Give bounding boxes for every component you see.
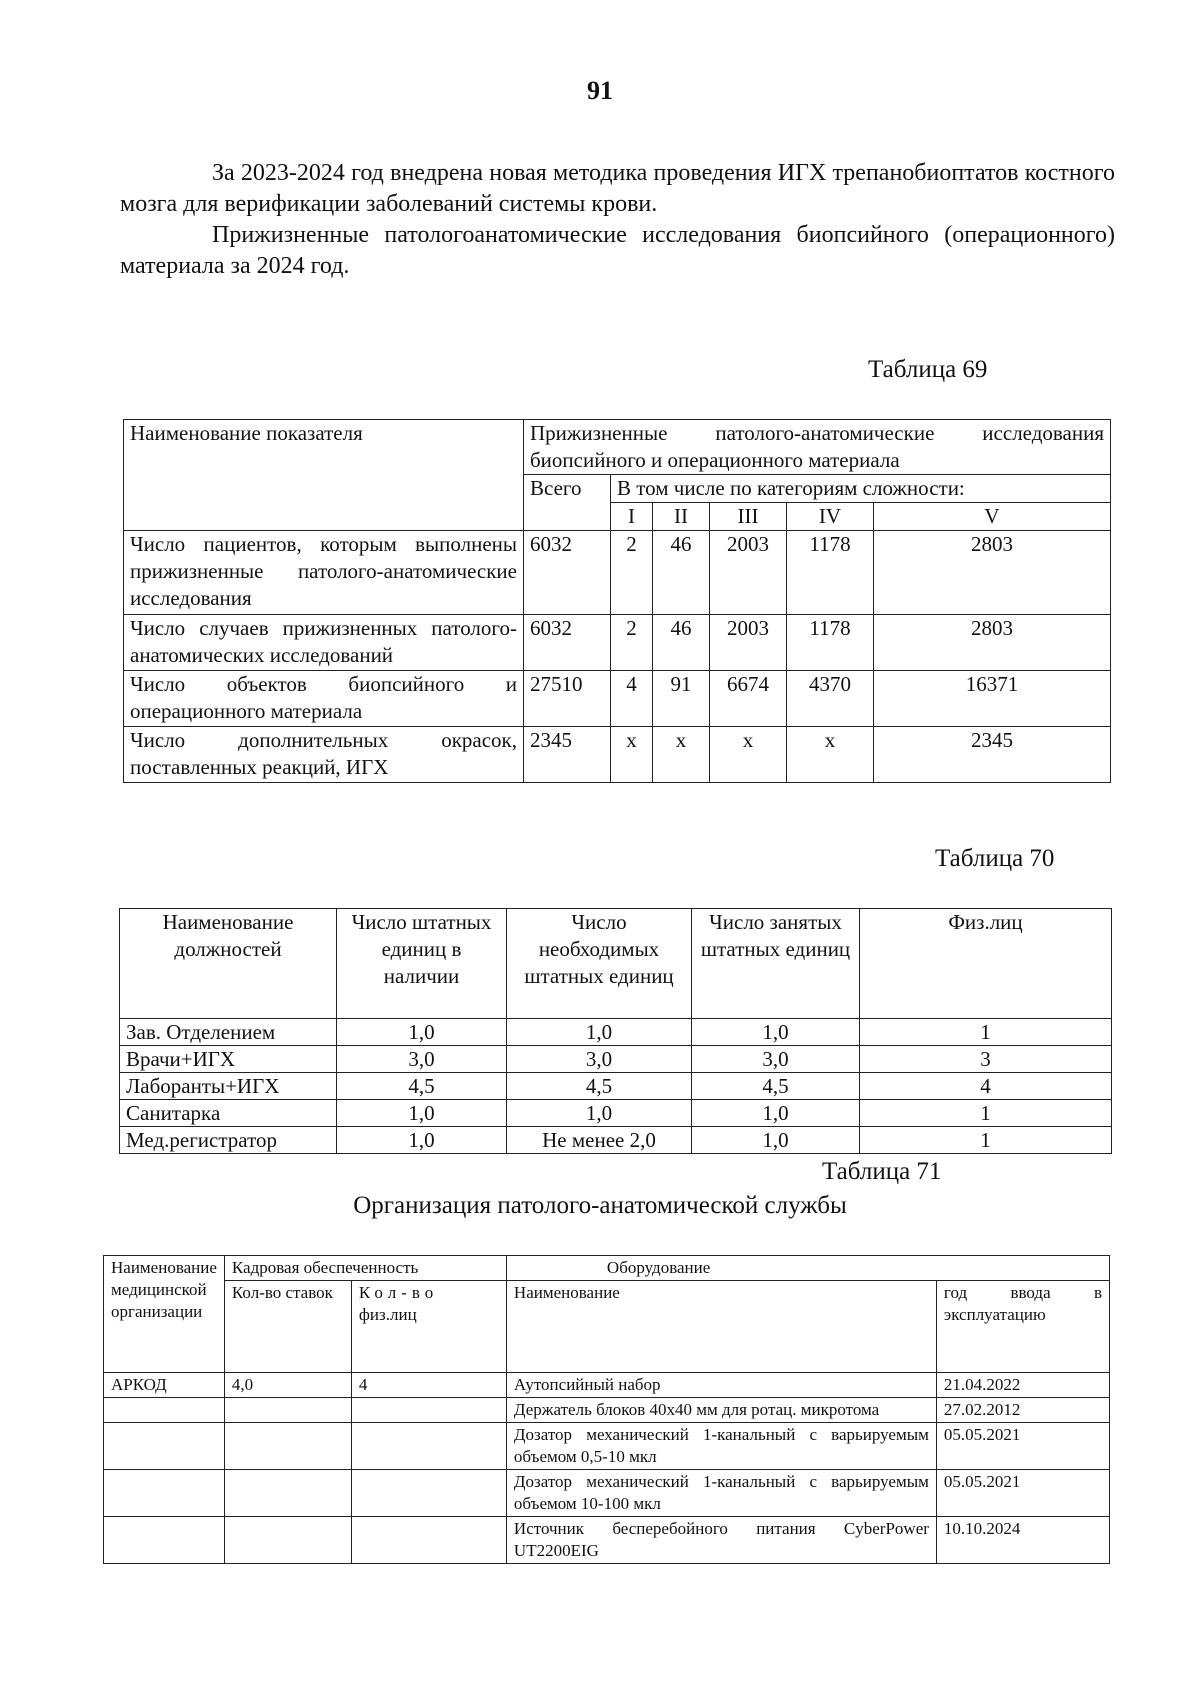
row-cat-4: 4370 [787, 671, 874, 727]
header-staffing: Кадровая обеспеченность [224, 1256, 506, 1281]
header-cat-1: I [611, 503, 653, 531]
table-row [124, 727, 1111, 783]
header-equipment-name: Наименование [506, 1281, 936, 1373]
header-org-name: Наименование медицинской организации [104, 1256, 225, 1373]
cell-required-units: 1,0 [507, 1100, 692, 1127]
cell-staff-units: 1,0 [337, 1100, 507, 1127]
header-cat-4: IV [787, 503, 874, 531]
cell-persons: 1 [860, 1019, 1112, 1046]
header-required-units: Число необходимых штатных единиц [507, 909, 692, 1019]
table-row [120, 1046, 1112, 1073]
cell-required-units: Не менее 2,0 [507, 1127, 692, 1154]
row-cat-2: 91 [653, 671, 710, 727]
table-71-title: Организация патолого-анатомической службы [353, 1192, 847, 1219]
cell-equipment: Дозатор механический 1-канальный с варьируемым объемом 0,5-10 мкл [506, 1423, 936, 1470]
row-cat-5: 16371 [874, 671, 1111, 727]
header-persons-count [351, 1281, 506, 1373]
row-name: Число объектов биопсийного и операционного материала [124, 671, 524, 727]
cell-persons [351, 1470, 506, 1517]
cell-persons: 4 [860, 1073, 1112, 1100]
cell-position: Зав. Отделением [120, 1019, 337, 1046]
table-row [124, 615, 1111, 671]
cell-rates [224, 1423, 351, 1470]
cell-rates [224, 1470, 351, 1517]
row-name: Число случаев прижизненных патолого-анатомических исследований [124, 615, 524, 671]
table-69 [123, 419, 1111, 783]
row-total: 2345 [524, 727, 611, 783]
header-cat-2: II [653, 503, 710, 531]
cell-staff-units: 1,0 [337, 1127, 507, 1154]
cell-equipment: Дозатор механический 1-канальный с варьируемым объемом 10-100 мкл [506, 1470, 936, 1517]
row-cat-4: x [787, 727, 874, 783]
row-cat-3: x [710, 727, 787, 783]
cell-rates [224, 1517, 351, 1564]
cell-org: АРКОД [104, 1373, 225, 1398]
table-row [120, 1019, 1112, 1046]
row-cat-1: 2 [611, 615, 653, 671]
cell-occupied-units: 1,0 [692, 1019, 860, 1046]
row-cat-1: 4 [611, 671, 653, 727]
row-total: 6032 [524, 615, 611, 671]
cell-staff-units: 1,0 [337, 1019, 507, 1046]
paragraph-biopsy-intro: Прижизненные патологоанатомические исследования биопсийного (операционного) материала за 2024 год. [120, 222, 1115, 279]
cell-occupied-units: 3,0 [692, 1046, 860, 1073]
cell-org [104, 1470, 225, 1517]
paragraph-igx-method: За 2023-2024 год внедрена новая методика проведения ИГХ трепанобиоптатов костного мозга для верификации заболеваний системы крови. [120, 160, 1115, 217]
cell-date: 10.10.2024 [936, 1517, 1109, 1564]
cell-org [104, 1423, 225, 1470]
header-occupied-units: Число занятых штатных единиц [692, 909, 860, 1019]
cell-position: Врачи+ИГХ [120, 1046, 337, 1073]
cell-occupied-units: 1,0 [692, 1127, 860, 1154]
cell-staff-units: 3,0 [337, 1046, 507, 1073]
table-70-caption: Таблица 70 [935, 845, 1055, 872]
row-cat-4: 1178 [787, 615, 874, 671]
row-cat-5: 2803 [874, 531, 1111, 615]
cell-date: 05.05.2021 [936, 1470, 1109, 1517]
row-total: 6032 [524, 531, 611, 615]
row-cat-2: x [653, 727, 710, 783]
cell-persons [351, 1398, 506, 1423]
table-row [124, 671, 1111, 727]
table-row [120, 1073, 1112, 1100]
row-cat-2: 46 [653, 615, 710, 671]
table-row [104, 1470, 1110, 1517]
table-row [120, 1127, 1112, 1154]
cell-rates: 4,0 [224, 1373, 351, 1398]
table-71-caption: Таблица 71 [822, 1158, 942, 1185]
table-row [104, 1398, 1110, 1423]
header-equipment: Оборудование [506, 1256, 1109, 1281]
table-row [104, 1517, 1110, 1564]
header-total: Всего [524, 475, 611, 531]
cell-date: 21.04.2022 [936, 1373, 1109, 1398]
header-rates-count: Кол-во ставок [224, 1281, 351, 1373]
cell-persons: 1 [860, 1100, 1112, 1127]
cell-date: 27.02.2012 [936, 1398, 1109, 1423]
cell-rates [224, 1398, 351, 1423]
table-row [124, 531, 1111, 615]
cell-persons: 4 [351, 1373, 506, 1398]
table-row [104, 1423, 1110, 1470]
cell-equipment: Аутопсийный набор [506, 1373, 936, 1398]
header-cat-5: V [874, 503, 1111, 531]
cell-org [104, 1398, 225, 1423]
table-70 [119, 908, 1112, 1154]
row-name: Число пациентов, которым выполнены прижизненные патолого-анатомические исследования [124, 531, 524, 615]
cell-org [104, 1517, 225, 1564]
header-persons: Физ.лиц [860, 909, 1112, 1019]
header-cat-3: III [710, 503, 787, 531]
table-row [104, 1373, 1110, 1398]
cell-occupied-units: 4,5 [692, 1073, 860, 1100]
persons-count-sub: физ.лиц [358, 1305, 417, 1324]
cell-date: 05.05.2021 [936, 1423, 1109, 1470]
cell-occupied-units: 1,0 [692, 1100, 860, 1127]
cell-required-units: 1,0 [507, 1019, 692, 1046]
row-cat-3: 2003 [710, 531, 787, 615]
cell-position: Лаборанты+ИГХ [120, 1073, 337, 1100]
row-name: Число дополнительных окрасок, поставленных реакций, ИГХ [124, 727, 524, 783]
cell-persons: 1 [860, 1127, 1112, 1154]
cell-position: Санитарка [120, 1100, 337, 1127]
table-row [120, 1100, 1112, 1127]
row-cat-2: 46 [653, 531, 710, 615]
cell-persons: 3 [860, 1046, 1112, 1073]
row-cat-3: 2003 [710, 615, 787, 671]
cell-position: Мед.регистратор [120, 1127, 337, 1154]
row-cat-1: 2 [611, 531, 653, 615]
cell-staff-units: 4,5 [337, 1073, 507, 1100]
cell-equipment: Источник бесперебойного питания CyberPower UT2200EIG [506, 1517, 936, 1564]
row-cat-3: 6674 [710, 671, 787, 727]
cell-required-units: 4,5 [507, 1073, 692, 1100]
table-71 [103, 1255, 1110, 1564]
row-cat-5: 2345 [874, 727, 1111, 783]
row-cat-4: 1178 [787, 531, 874, 615]
persons-count-label: Кол-во [358, 1283, 439, 1302]
header-commission-year: год ввода в эксплуатацию [936, 1281, 1109, 1373]
cell-equipment: Держатель блоков 40х40 мм для ротац. микротома [506, 1398, 936, 1423]
row-cat-5: 2803 [874, 615, 1111, 671]
header-indicator: Наименование показателя [124, 420, 524, 531]
header-position: Наименование должностей [120, 909, 337, 1019]
table-69-caption: Таблица 69 [868, 356, 988, 383]
header-group: Прижизненные патолого-анатомические исследования биопсийного и операционного материала [524, 420, 1111, 475]
row-cat-1: x [611, 727, 653, 783]
header-staff-units: Число штатных единиц в наличии [337, 909, 507, 1019]
row-total: 27510 [524, 671, 611, 727]
header-by-category: В том числе по категориям сложности: [611, 475, 1111, 503]
cell-persons [351, 1517, 506, 1564]
cell-required-units: 3,0 [507, 1046, 692, 1073]
cell-persons [351, 1423, 506, 1470]
page-number: 91 [587, 76, 613, 105]
